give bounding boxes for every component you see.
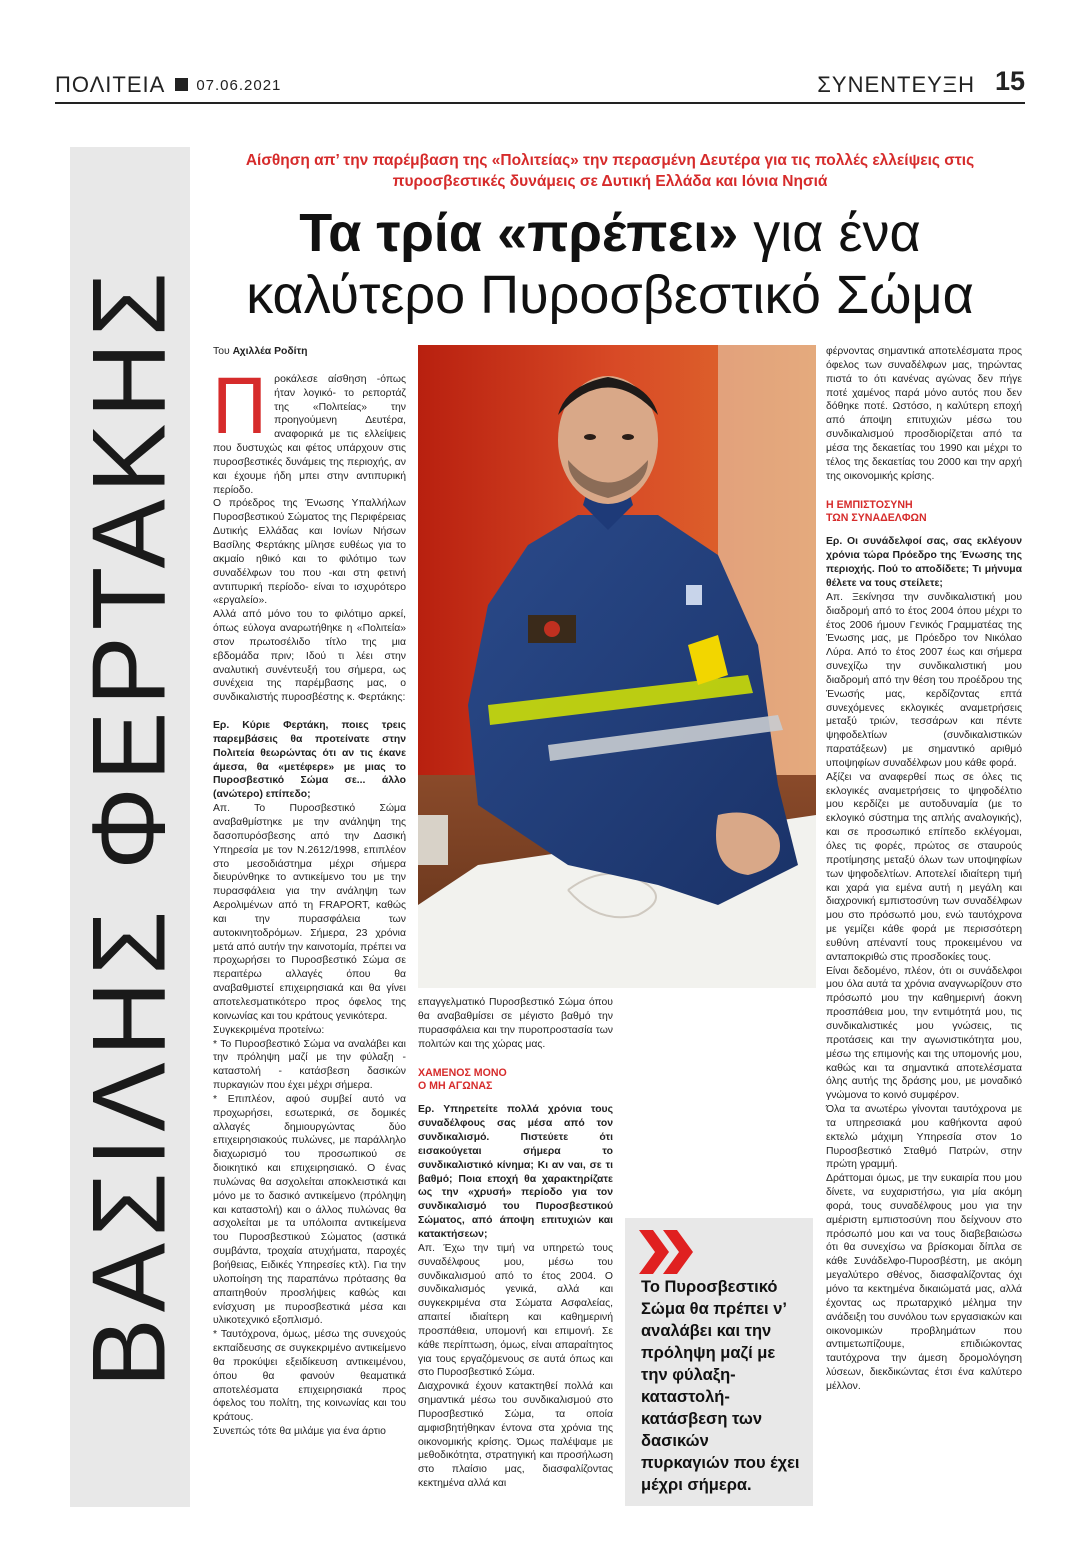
answer-paragraph: * Ταυτόχρονα, όμως, μέσω της συνεχούς εκπαίδευσης σε συγκεκριμένο αντικείμενο θα προκύψει εξειδίκευση αντικειμένου, όπου θα φανούν θεαματικά αποτελέσματα επιχειρησιακά προς όφελος του πολίτη, της κοινωνίας και του κράτους.	[213, 1329, 406, 1424]
question-3: Ερ. Οι συνάδελφοί σας, σας εκλέγουν χρόνια τώρα Πρόεδρο της Ένωσης της περιοχής. Πού το αποδίδετε; Τι μήνυμα θέλετε να τους στείλετε;	[826, 536, 1022, 589]
headline	[200, 202, 1020, 326]
answer-paragraph: Απ. Έχω την τιμή να υπηρετώ τους συναδέλφους μου, μέσω του συνδικαλισμού από το έτος 2004. Ο συνδικαλισμός γενικά, αλλά και συγκεκριμένα στα Σώματα Ασφαλείας, απαιτεί ιδιαίτερη και καθημερινή προσπάθεια, υπομονή και επιμονή. Σε κάθε περίπτωση, όμως, είναι απαραίτητος για τους εργαζόμενους σε αυτά όπως και στο Πυροσβεστικό Σώμα.	[418, 1242, 613, 1379]
answer-paragraph: * Επιπλέον, αφού συμβεί αυτό να προχωρήσει, εσωτερικά, σε δομικές αλλαγές δημιουργώντας δύο επιχειρησιακούς πυλώνες, με παράλληλο διαχωρισμό του προσωπικού σε διοικητικό και επιχειρησιακό. Ο ένας πυλώνας θα ασχολείται αποκλειστικά και μόνο με το δασικό αντικείμενο (πρόληψη και καταστολή) και ο άλλος πυλώνας θα ασχολείται με τα υπόλοιπα αντικείμενα του Πυροσβεστικού Σώματος (αστικά συμβάντα, τροχαία ατυχήματα, παροχές βοήθειας, Ειδικές Υπηρεσίες κτλ). Για την υλοποίηση της παραπάνω πρότασης θα απαιτηθούν προσλήψεις καθώς και ενίσχυση με πυροσβεστικά μέσα και υλικοτεχνικό εξοπλισμό.	[213, 1093, 406, 1327]
subheading-2	[826, 499, 1022, 525]
headline-bold: Τα τρία «πρέπει»	[299, 203, 739, 263]
answer-paragraph: Αξίζει να αναφερθεί πως σε όλες τις εκλογικές αναμετρήσεις το ψηφοδέλτιο μου κερδίζει με αυτοδυναμία (με το εκλογικό σύστημα της απλής αναλογικής), και σε προσωπικό επίπεδο εκλέγομαι, όλες τις φορές, πρώτος σε σταυρούς προτίμησης μεταξύ όλων των υποψηφίων των ψηφοδελτίων. Αποτελεί ιδιαίτερη τιμή και χαρά για εμένα αυτή η μεγάλη και διαχρονική εμπιστοσύνη των συναδέλφων μου στο πρόσωπό μου, ενώ ταυτόχρονα με γεμίζει κάθε φορά με περισσότερη ευθύνη απέναντί τους προκειμένου να ανταποκριθώ στις προσδοκίες τους.	[826, 771, 1022, 963]
pull-quote-box	[625, 1218, 813, 1506]
answer-paragraph: Συνεπώς τότε θα μιλάμε για ένα άρτιο	[213, 1426, 386, 1438]
firefighter-portrait	[418, 345, 816, 988]
dropcap: Π	[211, 361, 269, 451]
answer-paragraph: Δράττομαι όμως, με την ευκαιρία που μου δίνετε, να ευχαριστήσω, για μία ακόμη φορά, τους συναδέλφους μου για την αμέριστη εμπιστοσύνη που δείχνουν στο πρόσωπό μου και να τους διαβεβαιώσω ότι θα συνεχίσω να βρίσκομαι δίπλα σε κάθε Συνάδελφο-Πυροσβέστη, με ακόμη μεγαλύτερο σθένος, διασφαλίζοντας όχι μόνο τα κεκτημένα δικαιώματά μας, αλλά έχοντας ως πρωταρχικό μέλημα την ανάδειξη του συνόλου των εργασιακών και οικονομικών προβλημάτων που αντιμετωπίζουμε, επιδιώκοντας ταυτόχρονα την άμεση δρομολόγηση λύσεων, διεκδικώντας έτσι ένα καλύτερο μέλλον.	[826, 1173, 1022, 1392]
question-1: Ερ. Κύριε Φερτάκη, ποιες τρεις παρεμβάσεις θα προτείνατε στην Πολιτεία θεωρώντας ότι αν τις έκανε άμεσα, θα «μετέφερε» με μιας το Πυροσβεστικό Σώμα σε... άλλο (ανώτερο) επίπεδο;	[213, 720, 406, 801]
section-label	[55, 72, 281, 98]
byline-author: Αχιλλέα Ροδίτη	[232, 346, 308, 357]
article-column-2	[418, 996, 613, 1491]
answer-paragraph: Απ. Ξεκίνησα την συνδικαλιστική μου διαδρομή από το έτος 2004 όπου μέχρι το έτος 2006 ήμουν Γενικός Γραμματέας της Ένωσης μας, με Πρόεδρο τον Νικόλαο Λύρα. Από το έτος 2007 έως και σήμερα συνεχίζω την συνδικαλιστική μου διαδρομή από την θέση του προέδρου της Ένωσής μας, κερδίζοντας επτά συνεχόμενες εκλογικές αναμετρήσεις μεταξύ τριών, τεσσάρων και πέντε ψηφοδελτίων (συνδικαλιστικών παρατάξεων) με σημαντικό αριθμό υποψηφίων συναδέλφων μου κάθε φορά.	[826, 591, 1022, 769]
page-number: 15	[994, 66, 1025, 96]
answer-paragraph: Είναι δεδομένο, πλέον, ότι οι συνάδελφοι μου όλα αυτά τα χρόνια αναγνωρίζουν στο πρόσωπό μου την καθημερινή άοκνη προσπάθεια μου, την εντιμότητά μου, τις συνδικαλιστικές μου γνώσεις, τις προτάσεις και την αγωνιστικότητα μου, μέσω της επιμονής και της υπομονής μου, καθώς και τα σημαντικά αποτελέσματα όλης αυτής της δράσης μου, με μοναδικό γνώμονα το κοινό συμφέρον.	[826, 965, 1022, 1102]
paragraph: επαγγελματικό Πυροσβεστικό Σώμα όπου θα αναβαθμίσει σε μέγιστο βαθμό την πυρασφάλεια και την πυροπροστασία των πολιτών και της χώρας μας.	[418, 997, 613, 1050]
square-icon	[175, 78, 188, 91]
category-label: ΣΥΝΕΝΤΕΥΞΗ	[817, 72, 975, 97]
subheading-1	[418, 1067, 613, 1093]
kicker-line-1: Αίσθηση απ’ την παρέμβαση της «Πολιτείας» την περασμένη Δευτέρα για τις πολλές ελλείψεις στις	[245, 152, 975, 169]
paragraph: φέρνοντας σημαντικά αποτελέσματα προς όφελος των συναδέλφων μας, τηρώντας πιστά το ότι κανένας αγώνας δεν πήγε ποτέ χαμένος παρά μόνο αυτός που δεν δόθηκε ποτέ. Ωστόσο, η καλύτερη εποχή από άποψη επιτυχιών μέσω του συνδικαλισμού προσδιορίζεται από τα μέσα της δεκαετίας του 1990 και μέχρι το τέλος της δεκαετίας του 2000 και την αρχή της οικονομικής κρίσης.	[826, 346, 1022, 482]
subheading-2-line-2: ΤΩΝ ΣΥΝΑΔΕΛΦΩΝ	[826, 512, 927, 525]
headline-thin: για ένα	[738, 203, 921, 263]
subheading-2-line-1: Η ΕΜΠΙΣΤΟΣΥΝΗ	[826, 499, 913, 512]
byline	[213, 345, 406, 359]
issue-date: 07.06.2021	[196, 77, 282, 94]
paragraph: Ο πρόεδρος της Ένωσης Υπαλλήλων Πυροσβεστικού Σώματος της Περιφέρειας Δυτικής Ελλάδας και Ιονίων Νήσων Βασίλης Φερτάκης μίλησε ευθέως για το ακμαίο ηθικό και το φιλότιμο των συναδέλφων του που -και στη φετινή αντιπυρική περίοδο- είναι το ισχυρότερο «εργαλείο».	[213, 498, 406, 607]
answer-paragraph: Όλα τα ανωτέρω γίνονται ταυτόχρονα με τα υπηρεσιακά μου καθήκοντα αφού εκτελώ μάχιμη Υπηρεσία στον 1ο Πυροσβεστικό Σταθμό Πατρών, στην πρώτη γραμμή.	[826, 1104, 1022, 1171]
portrait-photo	[418, 345, 816, 988]
byline-prefix: Του	[213, 346, 233, 357]
answer-paragraph: Απ. Το Πυροσβεστικό Σώμα αναβαθμίστηκε με την ανάληψη της δασοπυρόσβεσης από την Δασική Υπηρεσία με τον Ν.2612/1998, επιπλέον στο μεσοδιάστημα μέχρι σήμερα διευρύνθηκε το αντικείμενο του με την πυρασφάλεια για την ανάληψη των Αερολιμένων από τη FRAPORT, καθώς και την πυρασφάλεια των αυτοκινητοδρόμων. Σήμερα, 23 χρόνια μετά από αυτήν την καινοτομία, πρέπει να προχωρήσει το Πυροσβεστικό Σώμα σε περαιτέρω αλλαγές όπου θα αναβαθμιστεί επιχειρησιακά και θα γίνει αποτελεσματικότερο προς όφελος της κοινωνίας και του κράτους γενικότερα.	[213, 803, 406, 1022]
pull-quote-text: Το Πυροσβεστικό Σώμα θα πρέπει ν’ αναλάβει και την πρόληψη μαζί με την φύλαξη-καταστολή-κατάσβεση των δασικών πυρκαγιών που έχει μέχρι σήμερα.	[641, 1278, 800, 1494]
double-chevron-icon	[639, 1230, 695, 1274]
subheading-1-line-1: ΧΑΜΕΝΟΣ ΜΟΝΟ	[418, 1067, 507, 1080]
answer-paragraph: * Το Πυροσβεστικό Σώμα να αναλάβει και την πρόληψη μαζί με την φύλαξη - καταστολή - κατάσβεση δασικών πυρκαγιών που έχει μέχρι σήμερα.	[213, 1038, 406, 1092]
intro-text: ροκάλεσε αίσθηση -όπως ήταν λογικό- το ρεπορτάζ της «Πολιτείας» την προηγούμενη Δευτέρα, αναφορικά με τις ελλείψεις που δυστυχώς και φέτος υπάρχουν στις πυροσβεστικές δυνάμεις της περιοχής, αν και έχουμε ήδη μπει στην αντιπυρική περίοδο.	[213, 373, 406, 496]
article-column-1	[213, 345, 406, 1439]
section-name: ΠΟΛΙΤΕΙΑ	[55, 72, 166, 97]
paragraph: Αλλά από μόνο του το φιλότιμο αρκεί, όπως εύλογα αναρωτήθηκε η «Πολιτεία» στον πρωτοσέλιδο τίτλο της μια εβδομάδα πριν; Ιδού τι λέει στην αναλυτική συνέντευξή του σήμερα, ως συνέχεια της παρέμβασης μας, ο συνδικαλιστής πυροσβέστης κ. Φερτάκης:	[213, 609, 406, 704]
subheading-1-line-2: Ο ΜΗ ΑΓΩΝΑΣ	[418, 1080, 493, 1093]
name-sidebar	[70, 147, 190, 1507]
interviewee-name: ΒΑΣΙΛΗΣ ΦΕΡΤΑΚΗΣ	[71, 266, 188, 1388]
article-column-3	[826, 345, 1022, 1394]
header-rule	[55, 102, 1025, 104]
headline-line-2: καλύτερο Πυροσβεστικό Σώμα	[246, 265, 974, 325]
answer-paragraph: Διαχρονικά έχουν κατακτηθεί πολλά και σημαντικά μέσω του συνδικαλισμού στο Πυροσβεστικό Σώμα, τα οποία αμφισβητήθηκαν έντονα στα χρόνια της οικονομικής κρίσης. Όμως παλέψαμε με μεθοδικότητα, στρατηγική και προσήλωση στο πλαίσιο μας, διασφαλίζοντας κεκτημένα αλλά και	[418, 1381, 613, 1490]
kicker	[200, 150, 1020, 192]
answer-paragraph: Συγκεκριμένα προτείνω:	[213, 1024, 325, 1036]
kicker-line-2: πυροσβεστικές δυνάμεις σε Δυτική Ελλάδα και Ιόνια Νησιά	[392, 173, 828, 190]
intro-paragraph	[211, 361, 406, 498]
page-header	[55, 66, 1025, 104]
question-2: Ερ. Υπηρετείτε πολλά χρόνια τους συναδέλφους σας μέσα από τον συνδικαλισμό. Πιστεύετε ότι εισακούγεται σήμερα το συνδικαλιστικό κίνημα; Κι αν ναι, σε τι βαθμό; Ποια εποχή θα χαρακτηρίζατε ως την «χρυσή» περίοδο για τον συνδικαλισμό του Πυροσβεστικού Σώματος, από άποψη επιτυχιών και κατακτήσεων;	[418, 1104, 613, 1240]
